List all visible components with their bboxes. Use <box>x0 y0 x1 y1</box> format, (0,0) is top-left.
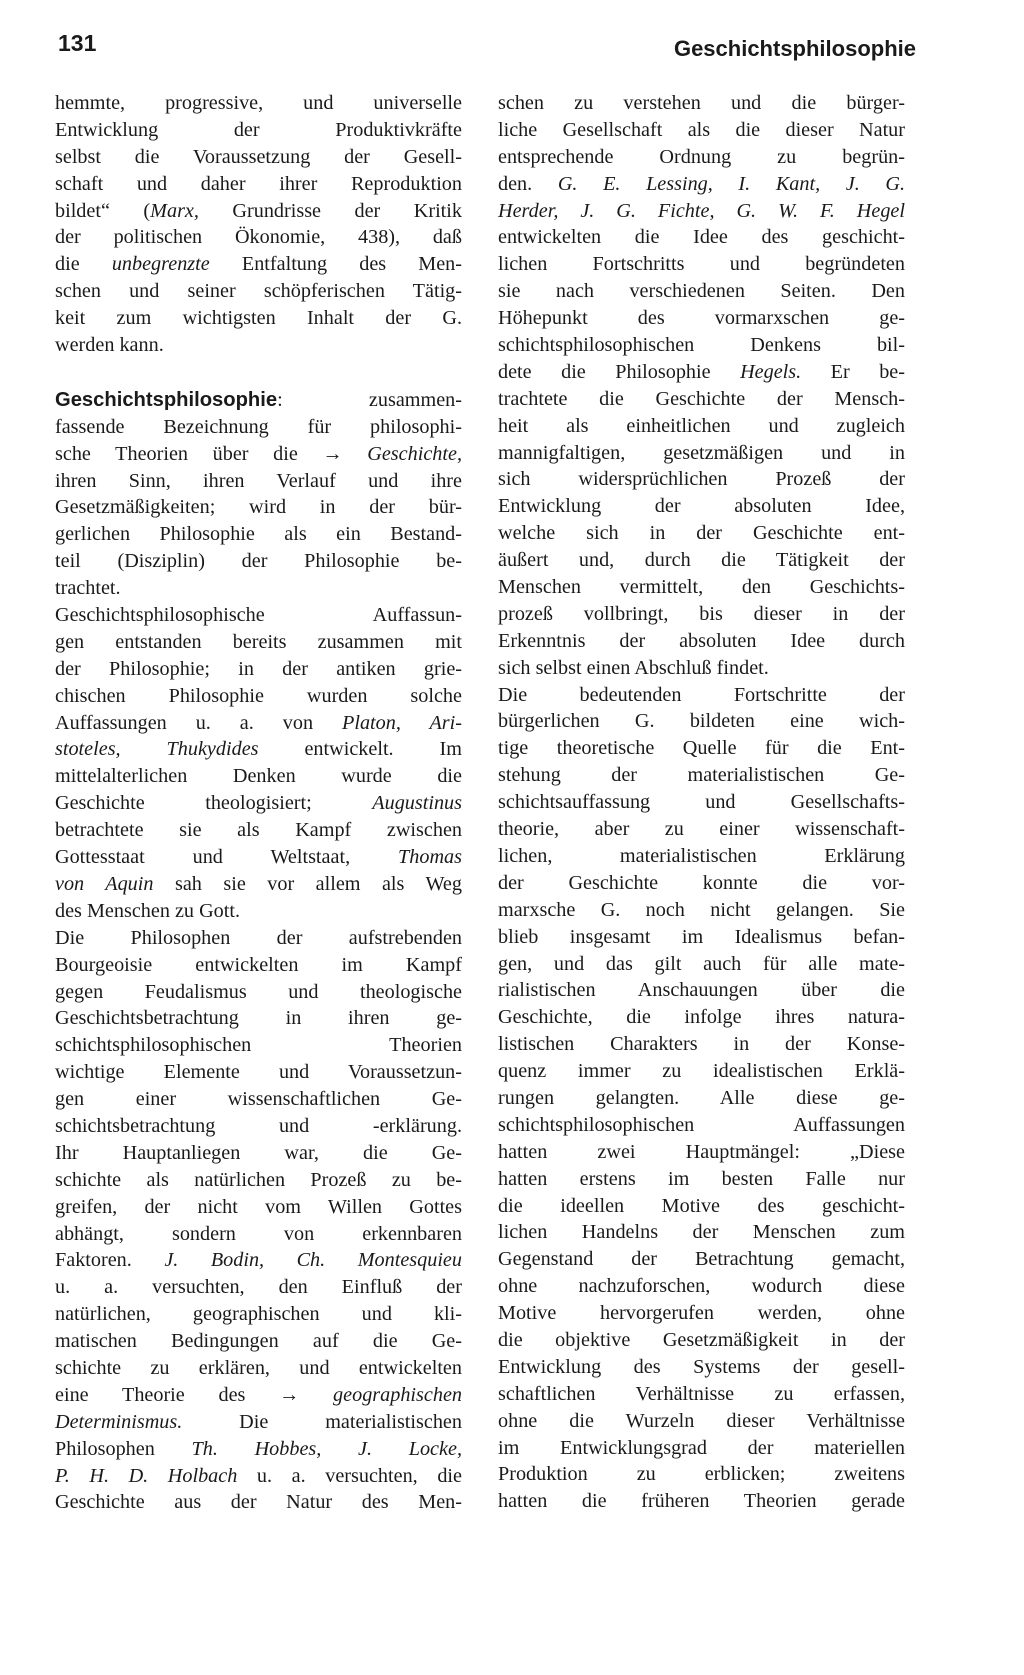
text-line: ihren Sinn, ihren Verlauf und ihre <box>55 469 462 492</box>
entry-header-line <box>55 387 462 414</box>
text-line: chischen Philosophie wurden solche <box>55 684 462 707</box>
text-line: quenz immer zu idealistischen Erklä- <box>498 1060 905 1083</box>
text-line: Entwicklung der Produktivkräfte <box>55 118 462 141</box>
text-line: hatten die früheren Theorien gerade <box>498 1490 905 1513</box>
text-line: rungen gelangten. Alle diese ge- <box>498 1086 905 1109</box>
text-line: hemmte, progressive, und universelle <box>55 92 462 114</box>
text-line: sich selbst einen Abschluß findet. <box>498 656 769 679</box>
text-line: Entwicklung der absoluten Idee, <box>498 495 905 518</box>
text-line: gen entstanden bereits zusammen mit <box>55 630 462 653</box>
paragraph <box>55 925 462 1517</box>
text-line: wichtige Elemente und Voraussetzun- <box>55 1061 462 1084</box>
text-line: werden kann. <box>55 334 164 357</box>
text-line: betrachtete sie als Kampf zwischen <box>55 819 462 842</box>
text-line: Gottesstaat und Weltstaat, Thomas <box>55 846 462 869</box>
text-line: abhängt, sondern von erkennbaren <box>55 1222 462 1245</box>
text-line: Geschichte theologisiert; Augustinus <box>55 792 462 815</box>
text-line: prozeß vollbringt, bis dieser in der <box>498 602 905 625</box>
text-line: entwickelten die Idee des geschicht- <box>498 226 905 249</box>
text-line: sche Theorien über die → Geschichte, <box>55 442 462 465</box>
text-line: matischen Bedingungen auf die Ge- <box>55 1330 462 1353</box>
entry-lead: : zusammen- <box>277 388 462 411</box>
text-line: schichtsphilosophischen Auffassungen <box>498 1113 905 1136</box>
text-line: Geschichtsbetrachtung in ihren ge- <box>55 1007 462 1030</box>
text-line: Bourgeoisie entwickelten im Kampf <box>55 953 462 976</box>
text-line: die unbegrenzte Entfaltung des Men- <box>55 253 462 276</box>
text-line: stoteles, Thukydides entwickelt. Im <box>55 738 462 761</box>
text-line: der politischen Ökonomie, 438), daß <box>55 226 462 249</box>
left-column <box>55 90 462 1516</box>
text-line: keit zum wichtigsten Inhalt der G. <box>55 307 462 330</box>
entry-lemma: Geschichtsphilosophie <box>55 388 278 411</box>
text-line: Geschichte, die infolge ihres natura- <box>498 1006 905 1029</box>
text-line: tige theoretische Quelle für die Ent- <box>498 737 905 760</box>
text-line: der Geschichte konnte die vor- <box>498 871 905 894</box>
paragraph <box>498 90 905 682</box>
text-line: u. a. versuchten, den Einfluß der <box>55 1276 462 1299</box>
text-line: Die bedeutenden Fortschritte der <box>498 683 905 706</box>
text-line: Produktion zu erblicken; zweitens <box>498 1463 905 1486</box>
text-line: schichte zu erklären, und entwickelten <box>55 1356 462 1379</box>
text-line: Ihr Hauptanliegen war, die Ge- <box>55 1141 462 1164</box>
running-head: Geschichtsphilosophie <box>673 36 916 61</box>
text-line: heit als einheitlichen und zugleich <box>498 414 905 437</box>
text-line: greifen, der nicht vom Willen Gottes <box>55 1195 462 1218</box>
text-line: sich widersprüchlichen Prozeß der <box>498 468 905 491</box>
text-line: schichte als natürlichen Prozeß zu be- <box>55 1168 462 1191</box>
text-line: die ideellen Motive des geschicht- <box>498 1194 905 1217</box>
text-line: Herder, J. G. Fichte, G. W. F. Hegel <box>498 199 905 222</box>
text-line: natürlichen, geographischen und kli- <box>55 1303 462 1326</box>
text-line: Geschichte aus der Natur des Men- <box>55 1491 462 1514</box>
text-line: Die Philosophen der aufstrebenden <box>55 926 462 949</box>
text-line: lichen Fortschritts und begründeten <box>498 253 905 276</box>
text-line: bildet“ (Marx, Grundrisse der Kritik <box>55 199 462 222</box>
text-line: hatten zwei Hauptmängel: „Diese <box>498 1140 905 1163</box>
text-line: mittelalterlichen Denken wurde die <box>55 765 462 788</box>
text-line: Höhepunkt des vormarxschen ge- <box>498 307 905 330</box>
text-line: des Menschen zu Gott. <box>55 899 241 922</box>
page-number: 131 <box>58 30 97 56</box>
text-line: schichtsphilosophischen Denkens bil- <box>498 334 905 357</box>
text-line: gerlichen Philosophie als ein Bestand- <box>55 523 462 546</box>
text-line: gegen Feudalismus und theologische <box>55 980 462 1003</box>
text-line: schen und seiner schöpferischen Tätig- <box>55 280 462 303</box>
text-line: mannigfaltigen, gesetzmäßigen und in <box>498 441 905 464</box>
text-line: Motive hervorgerufen werden, ohne <box>498 1302 905 1325</box>
text-line: schichtsphilosophischen Theorien <box>55 1034 462 1057</box>
text-line: fassende Bezeichnung für philosophi- <box>55 415 462 438</box>
text-line: schen zu verstehen und die bürger- <box>498 92 905 114</box>
text-line: ohne die Wurzeln dieser Verhältnisse <box>498 1409 905 1432</box>
text-line: ohne nachzuforschen, wodurch diese <box>498 1275 905 1298</box>
text-line: schichtsauffassung und Gesellschafts- <box>498 791 905 814</box>
text-line: Menschen vermittelt, den Geschichts- <box>498 576 905 599</box>
text-line: lichen, materialistischen Erklärung <box>498 844 905 867</box>
text-line: eine Theorie des → geographischen <box>55 1383 462 1406</box>
text-line: Philosophen Th. Hobbes, J. Locke, <box>55 1437 462 1460</box>
text-line: teil (Disziplin) der Philosophie be- <box>55 550 462 573</box>
text-line: liche Gesellschaft als die dieser Natur <box>498 118 905 141</box>
text-line: dete die Philosophie Hegels. Er be- <box>498 360 905 383</box>
text-line: bürgerlichen G. bildeten eine wich- <box>498 710 905 733</box>
text-line: Determinismus. Die materialistischen <box>55 1410 462 1433</box>
text-line: Gegenstand der Betrachtung gemacht, <box>498 1248 905 1271</box>
text-line: Geschichtsphilosophische Auffassun- <box>55 604 462 627</box>
text-line: selbst die Voraussetzung der Gesell- <box>55 145 462 168</box>
text-line: Faktoren. J. Bodin, Ch. Montesquieu <box>55 1249 462 1272</box>
text-line: sie nach verschiedenen Seiten. Den <box>498 280 905 303</box>
text-line: schaft und daher ihrer Reproduktion <box>55 172 462 195</box>
text-line: Erkenntnis der absoluten Idee durch <box>498 629 905 652</box>
text-line: der Philosophie; in der antiken grie- <box>55 657 462 680</box>
text-line: gen, und das gilt auch für alle mate- <box>498 952 905 975</box>
text-line: theorie, aber zu einer wissenschaft- <box>498 818 905 841</box>
text-line: listischen Charakters in der Konse- <box>498 1033 905 1056</box>
text-line: trachtet. <box>55 577 121 600</box>
text-line: rialistischen Anschauungen über die <box>498 979 905 1002</box>
text-line: marxsche G. noch nicht gelangen. Sie <box>498 898 905 921</box>
text-line: Gesetzmäßigkeiten; wird in der bür- <box>55 496 462 519</box>
text-line: Entwicklung des Systems der gesell- <box>498 1355 905 1378</box>
text-line: schaftlichen Verhältnisse zu erfassen, <box>498 1382 905 1405</box>
text-line: von Aquin sah sie vor allem als Weg <box>55 872 462 895</box>
text-line: stehung der materialistischen Ge- <box>498 764 905 787</box>
paragraph <box>498 682 905 1516</box>
text-line: gen einer wissenschaftlichen Ge- <box>55 1088 462 1111</box>
text-line: den. G. E. Lessing, I. Kant, J. G. <box>498 172 905 195</box>
text-line: Auffassungen u. a. von Platon, Ari- <box>55 711 462 734</box>
text-line: trachtete die Geschichte der Mensch- <box>498 387 905 410</box>
right-column <box>498 90 905 1515</box>
text-line: welche sich in der Geschichte ent- <box>498 522 905 545</box>
paragraph <box>55 90 462 359</box>
text-line: entsprechende Ordnung zu begrün- <box>498 145 905 168</box>
text-line: blieb insgesamt im Idealismus befan- <box>498 925 905 948</box>
text-line: die objektive Gesetzmäßigkeit in der <box>498 1328 905 1351</box>
text-line: äußert und, durch die Tätigkeit der <box>498 549 905 572</box>
text-line: P. H. D. Holbach u. a. versuchten, die <box>55 1464 462 1487</box>
text-line: hatten erstens im besten Falle nur <box>498 1167 905 1190</box>
text-line: im Entwicklungsgrad der materiellen <box>498 1436 905 1459</box>
paragraph <box>55 414 462 602</box>
text-line: lichen Handelns der Menschen zum <box>498 1221 905 1244</box>
paragraph <box>55 602 462 925</box>
text-line: schichtsbetrachtung und -erklärung. <box>55 1114 462 1137</box>
